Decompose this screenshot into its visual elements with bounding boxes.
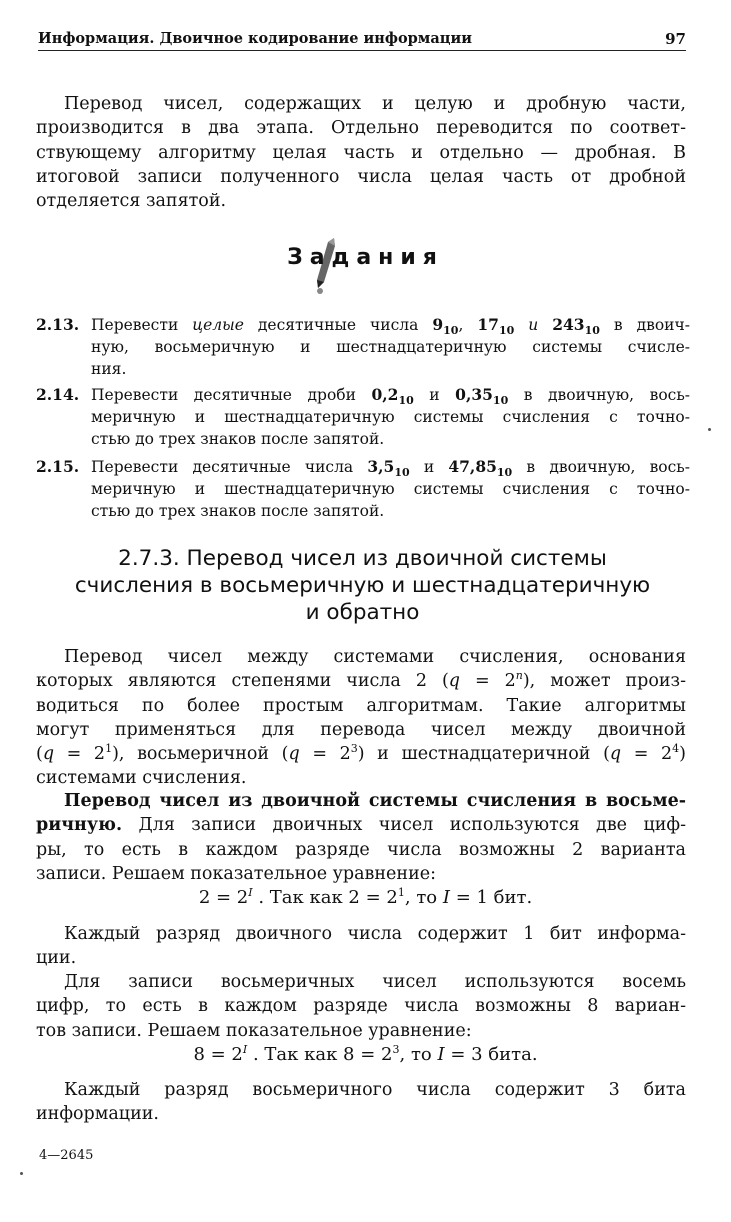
task-number: 2.13. [36,315,80,334]
task-number: 2.15. [36,457,80,476]
text-line: ную, восьмеричную и шестнадцатеричную системы счисле- [91,338,690,356]
text-line: стью до трех знаков после запятой. [91,502,385,520]
text-line: информации. [36,1104,159,1125]
page-number: 97 [665,30,686,48]
text-line: Перевод чисел из двоичной системы счисления в восьме- [64,791,686,811]
sheet-signature: 4—2645 [39,1148,94,1163]
intro-paragraph [36,92,686,213]
text-line: стью до трех знаков после запятой. [91,430,385,448]
scan-speck [20,1172,23,1175]
paragraph-binary-bit [36,922,686,971]
section-heading-line: и обратно [305,600,420,625]
section-heading-line: счисления в восьмеричную и шестнадцатеричную [74,573,651,598]
paragraph-octal [36,970,686,1043]
text-line: Каждый разряд двоичного числа содержит 1 бит информа- [64,924,686,944]
text-line: производится в два этапа. Отдельно переводится по соответ- [36,118,686,139]
text-line: водиться по более простым алгоритмам. Такие алгоритмы [36,695,686,716]
text-line: Перевести десятичные числа $3,5_{10}$ и $47,85_{10}$ в двоичную, вось- [91,457,690,479]
paragraph-octal-bits [36,1078,686,1127]
text-line: ричную. Для записи двоичных чисел используются две циф- [36,815,686,836]
equation-octal: $8 = 2^I$ . Так как $8 = 2^3$, то I = 3 бита. [193,1043,538,1065]
header-title: Информация. Двоичное кодирование информации [38,30,472,47]
text-line: цифр, то есть в каждом разряде числа возможны 8 вариан- [36,996,686,1017]
paragraph-binary-to-octal [36,789,686,886]
task-number: 2.14. [36,385,80,404]
text-line: ры, то есть в каждом разряде числа возможны 2 варианта [36,839,686,860]
text-line: меричную и шестнадцатеричную системы счисления с точно- [91,480,690,498]
task-2-13 [36,314,690,380]
paragraph-bases [36,645,686,791]
text-line: Перевести десятичные дроби $0,2_{10}$ и $0,35_{10}$ в двоичную, вось- [91,385,691,407]
text-line: записи. Решаем показательное уравнение: [36,863,436,884]
section-heading [30,545,695,626]
section-heading-line: 2.7.3. Перевод чисел из двоичной системы [118,546,607,571]
text-line: Перевести целые десятичные числа $9_{10}$, $17_{10}$ и $243_{10}$ в двоич- [91,315,690,337]
text-line: Перевод чисел между системами счисления, основания [64,647,686,667]
text-line: $(q = 2^1)$, восьмеричной $(q = 2^3)$ и шестнадцатеричной $(q = 2^4)$ [36,742,686,765]
text-line: итоговой записи полученного числа целая часть от дробной [36,166,686,187]
text-line: которых являются степенями числа 2 $(q = 2^n)$, может произ- [36,669,686,692]
text-line: могут применяться для перевода чисел между двоичной [36,719,686,740]
text-line: Каждый разряд восьмеричного числа содержит 3 бита [64,1080,686,1100]
text-line: ции. [36,948,77,969]
text-line: системами счисления. [36,768,247,789]
running-header [38,30,686,51]
scan-speck [708,428,711,431]
text-line: Для записи восьмеричных чисел используются восемь [64,972,686,992]
equation-binary: $2 = 2^I$ . Так как $2 = 2^1$, то I = 1 бит. [198,886,533,908]
task-2-15 [36,456,690,522]
tasks-heading: Задания [287,245,444,270]
text-line: меричную и шестнадцатеричную системы счисления с точно- [91,408,690,426]
text-line: отделяется запятой. [36,191,227,212]
text-line: ствующему алгоритму целая часть и отдельно — дробная. В [36,142,686,163]
text-line: ния. [91,360,127,378]
text-line: тов записи. Решаем показательное уравнение: [36,1020,472,1041]
task-2-14 [36,384,690,450]
text-line: Перевод чисел, содержащих и целую и дробную части, [64,94,686,114]
